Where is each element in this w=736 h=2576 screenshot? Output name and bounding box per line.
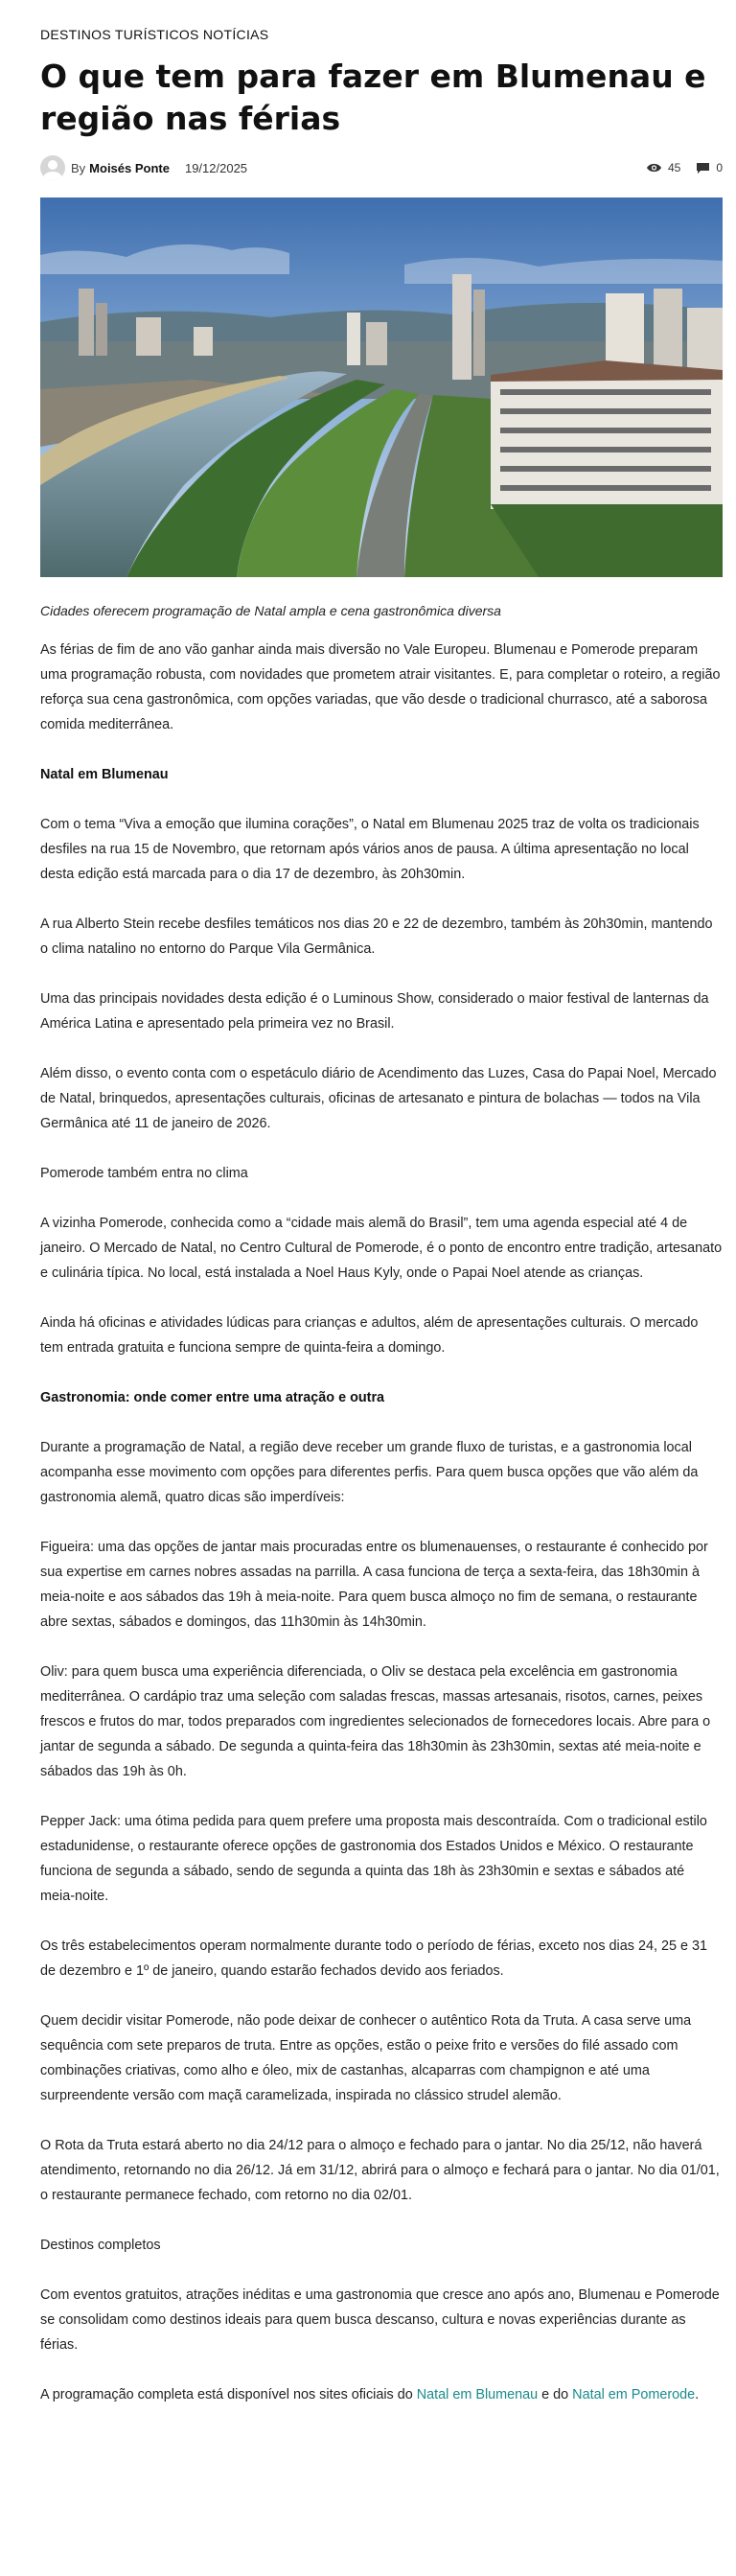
paragraph: Pepper Jack: uma ótima pedida para quem prefere uma proposta mais descontraída. Com o tradicional estilo estadunidense, o restaurante oferece opções de gastronomia dos Estados Unidos e México. O restaurante funciona de segunda a sábado, sendo de segunda a quinta das 18h às 23h30min e sextas e sábados até meia-noite. xyxy=(40,1814,707,1904)
section-heading-text: Gastronomia: onde comer entre uma atração e outra xyxy=(40,1390,385,1405)
by-label: By xyxy=(71,160,86,175)
article-container xyxy=(40,0,730,2407)
comments-count[interactable]: 0 xyxy=(716,161,723,174)
paragraph: As férias de fim de ano vão ganhar ainda mais diversão no Vale Europeu. Blumenau e Pomerode preparam uma programação robusta, com novidades que prometem atrair visitantes. E, para completar o roteiro, a região reforça sua cena gastronômica, com opções variadas, que vão desde o tradicional churrasco, até a saborosa comida mediterrânea. xyxy=(40,642,721,732)
paragraph: Figueira: uma das opções de jantar mais procuradas entre os blumenauenses, o restaurante é conhecido por sua expertise em carnes nobres assadas na parrilla. A casa funciona de terça a sexta-feira, das 18h30min à meia-noite e aos sábados das 19h à meia-noite. Para quem busca almoço no fim de semana, o restaurante abre sextas, sábados e domingos, das 11h30min às 14h30min. xyxy=(40,1540,708,1630)
paragraph: Ainda há oficinas e atividades lúdicas para crianças e adultos, além de apresentações culturais. O mercado tem entrada gratuita e funciona sempre de quinta-feira a domingo. xyxy=(40,1315,699,1356)
paragraph: A vizinha Pomerode, conhecida como a “cidade mais alemã do Brasil”, tem uma agenda especial até 4 de janeiro. O Mercado de Natal, no Centro Cultural de Pomerode, é o ponto de encontro entre tradição, artesanato e culinária típica. No local, está instalada a Noel Haus Kyly, onde o Papai Noel atende as crianças. xyxy=(40,1216,723,1281)
section-heading-text: Natal em Blumenau xyxy=(40,767,169,782)
link-natal-pomerode[interactable]: Natal em Pomerode xyxy=(572,2387,696,2402)
paragraph: Durante a programação de Natal, a região deve receber um grande fluxo de turistas, e a gastronomia local acompanha esse movimento com opções para diferentes perfis. Para quem busca opções que vão além da gastronomia alemã, quatro dicas são imperdíveis: xyxy=(40,1440,699,1505)
section-heading xyxy=(40,1385,723,1410)
image-caption: Cidades oferecem programação de Natal ampla e cena gastronômica diversa xyxy=(40,603,501,618)
paragraph: O Rota da Truta estará aberto no dia 24/12 para o almoço e fechado para o jantar. No dia 25/12, não haverá atendimento, retornando no dia 26/12. Já em 31/12, abrirá para o almoço e fechará para o jantar. No dia 01/01, o restaurante permanece fechado, com retorno no dia 02/01. xyxy=(40,2138,720,2203)
author-link[interactable]: Moisés Ponte xyxy=(89,160,170,175)
link-natal-blumenau[interactable]: Natal em Blumenau xyxy=(416,2387,539,2402)
paragraph: Oliv: para quem busca uma experiência diferenciada, o Oliv se destaca pela excelência em gastronomia mediterrânea. O cardápio traz uma seleção com saladas frescas, massas artesanais, risotos, carnes, peixes frescos e frutos do mar, todos preparados com ingredientes selecionados de fornecedores locais. Abre para o jantar de segunda a sábado. De segunda a quinta-feira das 18h30min às 23h30min, sextas até meia-noite e sábados das 19h às 0h. xyxy=(40,1664,711,1779)
eye-icon xyxy=(646,162,662,174)
paragraph: Quem decidir visitar Pomerode, não pode deixar de conhecer o autêntico Rota da Truta. A casa serve uma sequência com sete preparos de truta. Entre as opções, estão o peixe frito e versões do filé assado com combinações criativas, como alho e óleo, mix de castanhas, alcaparras com champignon e até uma surpreendente versão com maçã caramelizada, inspirada no clássico strudel alemão. xyxy=(40,2013,692,2103)
page-title: O que tem para fazer em Blumenau e região nas férias xyxy=(40,58,706,137)
avatar[interactable] xyxy=(40,155,65,180)
paragraph: Além disso, o evento conta com o espetáculo diário de Acendimento das Luzes, Casa do Papai Noel, Mercado de Natal, brinquedos, apresentações culturais, oficinas de artesanato e pintura de bolachas — todos na Vila Germânica até 11 de janeiro de 2026. xyxy=(40,1066,717,1131)
paragraph: Com o tema “Viva a emoção que ilumina corações”, o Natal em Blumenau 2025 traz de volta os tradicionais desfiles na rua 15 de Novembro, que retornam após vários anos de pausa. A última apresentação no local desta edição está marcada para o dia 17 de dezembro, às 20h30min. xyxy=(40,817,700,882)
closing-paragraph xyxy=(40,2382,723,2407)
views-count: 45 xyxy=(667,161,681,174)
category-link[interactable]: DESTINOS TURÍSTICOS xyxy=(40,27,199,42)
article-body xyxy=(40,638,723,2407)
paragraph: Com eventos gratuitos, atrações inéditas e uma gastronomia que cresce ano após ano, Blumenau e Pomerode se consolidam como destinos ideais para quem busca descanso, cultura e novas experiências durante as férias. xyxy=(40,2287,720,2353)
post-date: 19/12/2025 xyxy=(184,160,248,175)
subheading: Destinos completos xyxy=(40,2238,161,2253)
closing-text: . xyxy=(695,2387,700,2402)
closing-text: e do xyxy=(538,2387,573,2402)
post-stats xyxy=(646,161,723,174)
paragraph: Os três estabelecimentos operam normalmente durante todo o período de férias, exceto nos dias 24, 25 e 31 de dezembro e 1º de janeiro, quando estarão fechados devido aos feriados. xyxy=(40,1938,707,1979)
hero-image xyxy=(40,197,723,577)
section-heading xyxy=(40,762,723,787)
comment-icon[interactable] xyxy=(696,162,710,174)
paragraph: Uma das principais novidades desta edição é o Luminous Show, considerado o maior festival de lanternas da América Latina e apresentado pela primeira vez no Brasil. xyxy=(40,991,709,1032)
category-link[interactable]: NOTÍCIAS xyxy=(202,27,269,42)
post-meta xyxy=(40,153,723,182)
paragraph: A rua Alberto Stein recebe desfiles temáticos nos dias 20 e 22 de dezembro, também às 20h30min, mantendo o clima natalino no entorno do Parque Vila Germânica. xyxy=(40,917,713,957)
category-list xyxy=(40,27,730,42)
closing-text: A programação completa está disponível nos sites oficiais do xyxy=(40,2387,417,2402)
subheading: Pomerode também entra no clima xyxy=(40,1166,248,1181)
